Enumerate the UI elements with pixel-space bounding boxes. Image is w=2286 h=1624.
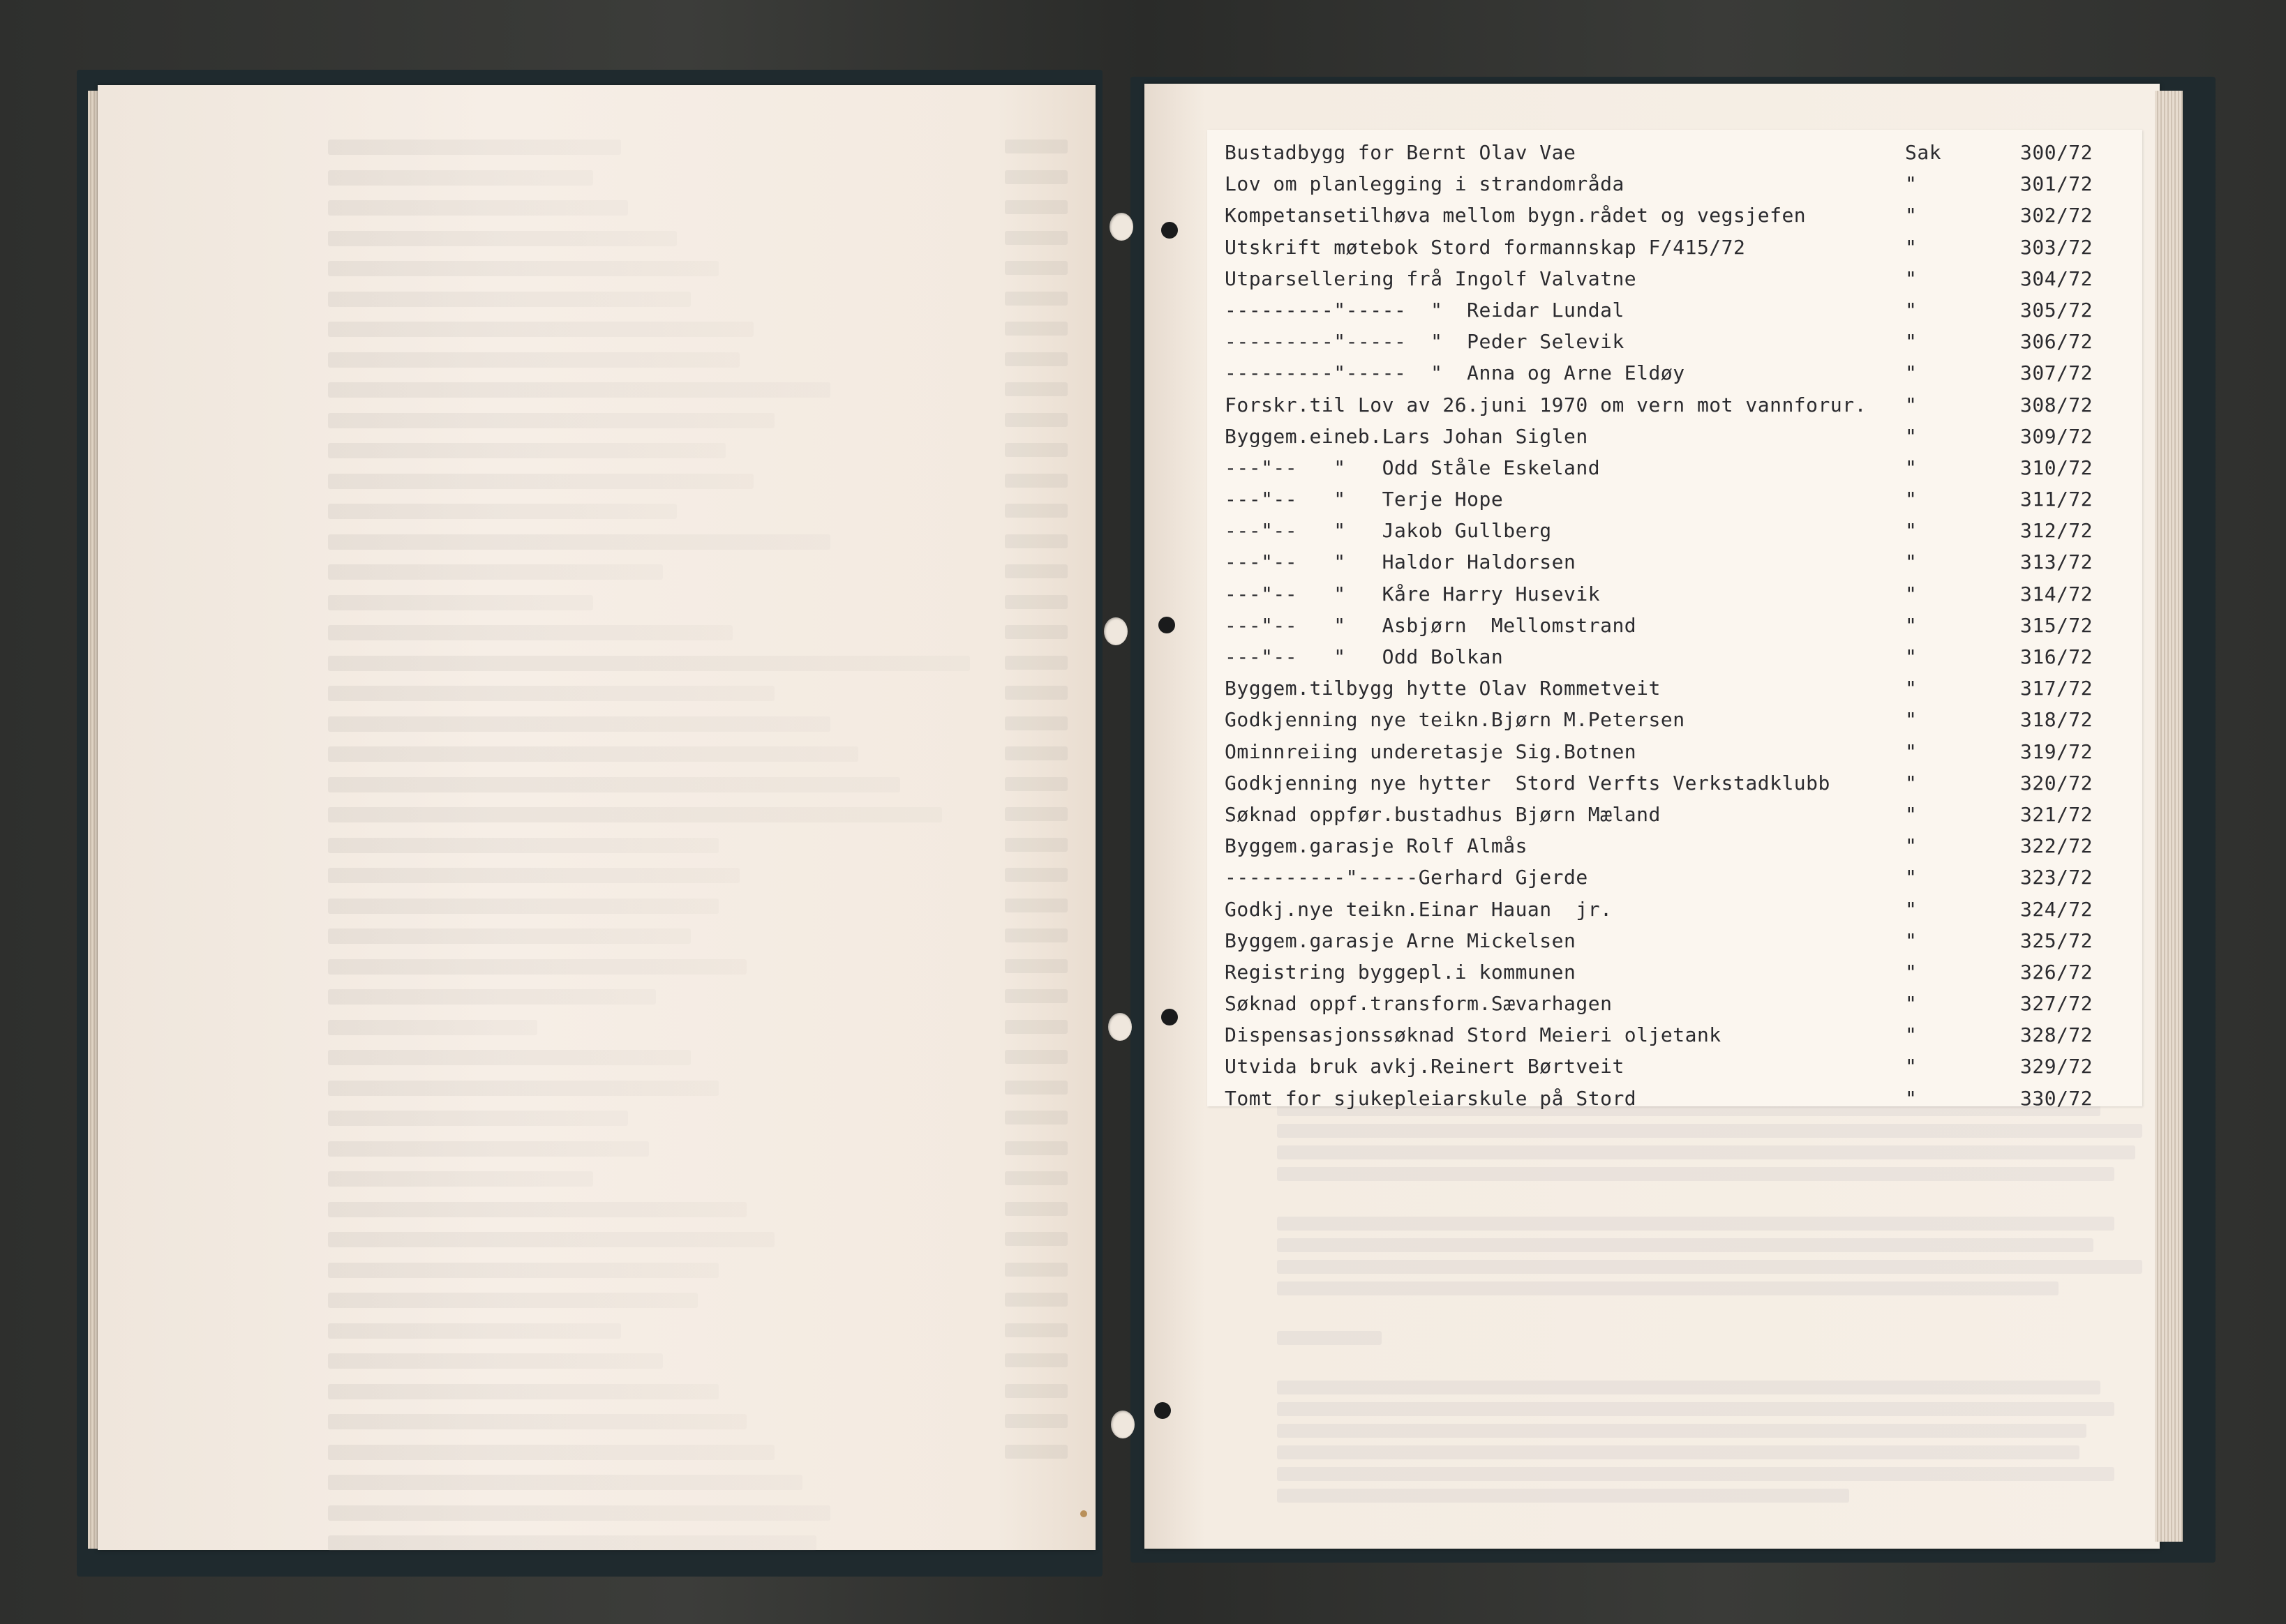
bleed-line	[328, 1414, 747, 1429]
index-entry	[1225, 422, 2146, 453]
index-entry	[1225, 580, 2146, 611]
bleed-line	[328, 625, 733, 640]
case-index-list	[1225, 138, 2146, 1115]
underlying-text-line	[1277, 1217, 2114, 1231]
entry-case-number: 315/72	[2020, 613, 2093, 637]
punch-hole	[1110, 213, 1133, 241]
bleed-line	[328, 716, 830, 732]
entry-ditto-mark: "	[1905, 330, 1918, 354]
bleed-line	[328, 1353, 663, 1369]
bleed-line	[328, 140, 621, 155]
bleed-line	[328, 352, 740, 368]
bleed-number	[1005, 656, 1068, 670]
bleed-number	[1005, 1111, 1068, 1125]
bleed-number	[1005, 838, 1068, 852]
index-entry	[1225, 485, 2146, 516]
entry-ditto-mark: "	[1905, 519, 1918, 543]
index-entry	[1225, 296, 2146, 327]
bleed-number	[1005, 1445, 1068, 1459]
index-entry	[1225, 359, 2146, 390]
bleed-number	[1005, 1171, 1068, 1185]
index-entry	[1225, 233, 2146, 264]
right-page-underlying-text	[1277, 1102, 2149, 1510]
bleed-number	[1005, 231, 1068, 245]
entry-ditto-mark: "	[1905, 928, 1918, 952]
bleed-line	[328, 474, 754, 489]
bleed-line	[328, 1232, 775, 1247]
bleed-number	[1005, 1232, 1068, 1246]
bleed-line	[328, 1202, 747, 1217]
entry-title: Dispensasjonssøknad Stord Meieri oljetank	[1225, 1023, 1721, 1047]
underlying-text-line	[1277, 1445, 2079, 1459]
underlying-text-line	[1277, 1281, 2059, 1295]
entry-title: ---------"----- " Reidar Lundal	[1225, 298, 1624, 322]
underlying-text-line	[1277, 1260, 2142, 1274]
bleed-number	[1005, 1293, 1068, 1307]
entry-case-number: 306/72	[2020, 330, 2093, 354]
underlying-text-line	[1277, 1381, 2100, 1394]
entry-ditto-mark: "	[1905, 739, 1918, 763]
underlying-text-line	[1277, 1424, 2086, 1438]
entry-ditto-mark: "	[1905, 456, 1918, 479]
bleed-line	[328, 261, 719, 276]
entry-ditto-mark: "	[1905, 866, 1918, 889]
bleed-line	[328, 322, 754, 337]
entry-case-number: 321/72	[2020, 802, 2093, 826]
entry-ditto-mark: "	[1905, 992, 1918, 1016]
bleed-line	[328, 595, 593, 610]
bleed-number	[1005, 382, 1068, 396]
underlying-text-line	[1277, 1467, 2114, 1481]
entry-ditto-mark: "	[1905, 677, 1918, 700]
bleed-number	[1005, 716, 1068, 730]
entry-ditto-mark: "	[1905, 582, 1918, 606]
bleed-number	[1005, 625, 1068, 639]
bleed-number	[1005, 292, 1068, 306]
index-entry	[1225, 170, 2146, 201]
underlying-text-line	[1277, 1353, 2149, 1381]
bleed-number	[1005, 322, 1068, 336]
entry-case-number: 328/72	[2020, 1023, 2093, 1047]
entry-ditto-mark: "	[1905, 613, 1918, 637]
bleed-line	[328, 746, 858, 762]
bleed-number	[1005, 928, 1068, 942]
entry-title: ---"-- " Terje Hope	[1225, 488, 1504, 511]
bleed-line	[328, 170, 593, 186]
entry-case-number: 325/72	[2020, 928, 2093, 952]
bleed-line	[328, 1263, 719, 1278]
index-entry	[1225, 611, 2146, 642]
bleed-line	[328, 928, 691, 944]
index-entry	[1225, 264, 2146, 296]
entry-case-number: 313/72	[2020, 550, 2093, 574]
index-entry	[1225, 769, 2146, 800]
bleed-number	[1005, 595, 1068, 609]
bleed-number	[1005, 534, 1068, 548]
entry-title: Utskrift møtebok Stord formannskap F/415/72	[1225, 235, 1746, 259]
index-entry	[1225, 832, 2146, 863]
entry-case-number: 300/72	[2020, 141, 2093, 164]
index-entry	[1225, 201, 2146, 232]
bleed-line	[328, 777, 900, 792]
entry-case-number: 327/72	[2020, 992, 2093, 1016]
bleed-number	[1005, 443, 1068, 457]
underlying-text-line	[1277, 1145, 2135, 1159]
entry-case-number: 301/72	[2020, 172, 2093, 196]
bleed-number	[1005, 899, 1068, 912]
bleed-line	[328, 1475, 802, 1490]
entry-title: ----------"-----Gerhard Gjerde	[1225, 866, 1588, 889]
bleed-number	[1005, 474, 1068, 488]
index-entry	[1225, 1052, 2146, 1083]
index-entry	[1225, 391, 2146, 422]
bleed-line	[328, 1141, 649, 1157]
entry-title: Byggem.garasje Rolf Almås	[1225, 834, 1527, 858]
bleed-line	[328, 899, 719, 914]
bleed-line	[328, 231, 677, 246]
bleed-line	[328, 1050, 691, 1065]
entry-case-number: 316/72	[2020, 645, 2093, 668]
index-entry	[1225, 800, 2146, 832]
bleed-number	[1005, 1414, 1068, 1428]
index-entry	[1225, 958, 2146, 989]
entry-case-number: 329/72	[2020, 1055, 2093, 1078]
bleed-number	[1005, 1020, 1068, 1034]
entry-title: ---"-- " Odd Bolkan	[1225, 645, 1504, 668]
entry-title: Utvida bruk avkj.Reinert Børtveit	[1225, 1055, 1624, 1078]
entry-ditto-mark: "	[1905, 960, 1918, 984]
entry-title: ---"-- " Jakob Gullberg	[1225, 519, 1552, 543]
bleed-line	[328, 1384, 719, 1399]
underlying-text-line	[1277, 1303, 2149, 1331]
bleed-number	[1005, 1353, 1068, 1367]
bleed-line	[328, 564, 663, 580]
index-entry	[1225, 516, 2146, 548]
underlying-text-line	[1277, 1489, 1849, 1503]
underlying-text-line	[1277, 1189, 2149, 1217]
entry-ditto-mark: "	[1905, 361, 1918, 385]
bleed-number	[1005, 1202, 1068, 1216]
entry-ditto-mark: "	[1905, 204, 1918, 227]
bleed-line	[328, 1111, 628, 1126]
entry-ditto-mark: "	[1905, 1055, 1918, 1078]
entry-ditto-mark: "	[1905, 1086, 1918, 1110]
entry-title: Ominnreiing underetasje Sig.Botnen	[1225, 739, 1637, 763]
entry-title: ---------"----- " Peder Selevik	[1225, 330, 1624, 354]
bleed-number	[1005, 1050, 1068, 1064]
entry-title: Tomt for sjukepleiarskule på Stord	[1225, 1086, 1637, 1110]
entry-case-number: 314/72	[2020, 582, 2093, 606]
entry-case-number: 324/72	[2020, 897, 2093, 921]
index-entry	[1225, 1021, 2146, 1052]
entry-title: Byggem.garasje Arne Mickelsen	[1225, 928, 1576, 952]
entry-ditto-mark: "	[1905, 393, 1918, 416]
bleed-line	[328, 1020, 537, 1035]
entry-title: Byggem.tilbygg hytte Olav Rommetveit	[1225, 677, 1661, 700]
entry-title: Bustadbygg for Bernt Olav Vae	[1225, 141, 1576, 164]
entry-case-number: 308/72	[2020, 393, 2093, 416]
bleed-number	[1005, 200, 1068, 214]
binding-ring-dot	[1161, 1009, 1178, 1025]
entry-case-number: 312/72	[2020, 519, 2093, 543]
bleed-line	[328, 656, 970, 671]
bleed-number	[1005, 352, 1068, 366]
entry-title: Byggem.eineb.Lars Johan Siglen	[1225, 424, 1588, 448]
entry-ditto-mark: "	[1905, 897, 1918, 921]
index-entry	[1225, 737, 2146, 769]
index-entry	[1225, 863, 2146, 894]
entry-case-number: 323/72	[2020, 866, 2093, 889]
entry-ditto-mark: "	[1905, 645, 1918, 668]
entry-case-number: 326/72	[2020, 960, 2093, 984]
bleed-number	[1005, 989, 1068, 1003]
bleed-line	[328, 1445, 775, 1460]
binding-ring-dot	[1154, 1402, 1171, 1419]
bleed-line	[328, 838, 719, 853]
bleed-line	[328, 1505, 830, 1521]
index-entry	[1225, 1084, 2146, 1115]
entry-case-number: 319/72	[2020, 739, 2093, 763]
bleed-number	[1005, 1263, 1068, 1277]
entry-ditto-mark: "	[1905, 708, 1918, 732]
bleed-number	[1005, 686, 1068, 700]
underlying-text-line	[1277, 1167, 2114, 1181]
entry-case-number: 318/72	[2020, 708, 2093, 732]
entry-case-number: 320/72	[2020, 771, 2093, 795]
entry-ditto-mark: Sak	[1905, 141, 1942, 164]
entry-ditto-mark: "	[1905, 266, 1918, 290]
entry-ditto-mark: "	[1905, 802, 1918, 826]
index-entry	[1225, 895, 2146, 926]
entry-title: ---------"----- " Anna og Arne Eldøy	[1225, 361, 1685, 385]
entry-case-number: 330/72	[2020, 1086, 2093, 1110]
index-entry	[1225, 674, 2146, 705]
entry-title: Utparsellering frå Ingolf Valvatne	[1225, 266, 1637, 290]
index-entry	[1225, 138, 2146, 170]
bleed-line	[328, 1535, 816, 1551]
index-entry	[1225, 989, 2146, 1021]
entry-title: ---"-- " Odd Ståle Eskeland	[1225, 456, 1601, 479]
bleed-number	[1005, 504, 1068, 518]
entry-case-number: 322/72	[2020, 834, 2093, 858]
entry-case-number: 303/72	[2020, 235, 2093, 259]
bleed-line	[328, 989, 656, 1005]
bleed-line	[328, 1081, 719, 1096]
entry-case-number: 302/72	[2020, 204, 2093, 227]
underlying-text-line	[1277, 1402, 2114, 1416]
entry-title: Kompetansetilhøva mellom bygn.rådet og vegsjefen	[1225, 204, 1807, 227]
entry-ditto-mark: "	[1905, 834, 1918, 858]
entry-title: ---"-- " Asbjørn Mellomstrand	[1225, 613, 1637, 637]
bleed-line	[328, 413, 775, 428]
punch-hole	[1111, 1411, 1135, 1438]
entry-title: Godkj.nye teikn.Einar Hauan jr.	[1225, 897, 1613, 921]
right-page-edges	[2155, 91, 2183, 1542]
bleed-line	[328, 504, 677, 519]
entry-title: ---"-- " Kåre Harry Husevik	[1225, 582, 1601, 606]
punch-hole	[1108, 1013, 1132, 1041]
bleed-number	[1005, 777, 1068, 791]
left-page-bleedthrough-numbers	[1005, 140, 1068, 1475]
entry-ditto-mark: "	[1905, 1023, 1918, 1047]
bleed-line	[328, 1323, 621, 1339]
bleed-number	[1005, 413, 1068, 427]
index-entry	[1225, 926, 2146, 958]
bleed-line	[328, 292, 691, 307]
entry-ditto-mark: "	[1905, 235, 1918, 259]
binding-ring-dot	[1158, 617, 1175, 633]
index-entry	[1225, 453, 2146, 485]
bleed-line	[328, 807, 942, 822]
entry-case-number: 317/72	[2020, 677, 2093, 700]
entry-case-number: 311/72	[2020, 488, 2093, 511]
underlying-text-line	[1277, 1331, 1382, 1345]
entry-ditto-mark: "	[1905, 424, 1918, 448]
entry-ditto-mark: "	[1905, 488, 1918, 511]
bleed-number	[1005, 807, 1068, 821]
entry-title: Søknad oppf.transform.Sævarhagen	[1225, 992, 1613, 1016]
binding-ring-dot	[1161, 222, 1178, 239]
entry-ditto-mark: "	[1905, 771, 1918, 795]
bleed-line	[328, 200, 628, 216]
bleed-number	[1005, 1384, 1068, 1398]
entry-ditto-mark: "	[1905, 550, 1918, 574]
entry-case-number: 309/72	[2020, 424, 2093, 448]
bleed-number	[1005, 170, 1068, 184]
entry-title: Søknad oppfør.bustadhus Bjørn Mæland	[1225, 802, 1661, 826]
left-page-bleedthrough	[328, 140, 1026, 1566]
entry-title: Forskr.til Lov av 26.juni 1970 om vern mot vannforur.	[1225, 393, 1867, 416]
entry-case-number: 305/72	[2020, 298, 2093, 322]
bleed-line	[328, 686, 775, 701]
index-entry	[1225, 705, 2146, 737]
entry-ditto-mark: "	[1905, 172, 1918, 196]
bleed-number	[1005, 868, 1068, 882]
bleed-number	[1005, 746, 1068, 760]
entry-title: ---"-- " Haldor Haldorsen	[1225, 550, 1576, 574]
index-entry	[1225, 642, 2146, 674]
bleed-line	[328, 868, 740, 883]
bleed-line	[328, 1171, 593, 1187]
underlying-text-line	[1277, 1124, 2142, 1138]
punch-hole	[1104, 617, 1128, 645]
entry-case-number: 304/72	[2020, 266, 2093, 290]
entry-title: Godkjenning nye hytter Stord Verfts Verkstadklubb	[1225, 771, 1830, 795]
bleed-line	[328, 959, 747, 975]
page-mark	[1080, 1510, 1087, 1517]
bleed-line	[328, 1293, 698, 1308]
index-entry	[1225, 548, 2146, 579]
entry-ditto-mark: "	[1905, 298, 1918, 322]
entry-title: Godkjenning nye teikn.Bjørn M.Petersen	[1225, 708, 1685, 732]
bleed-number	[1005, 1081, 1068, 1095]
bleed-number	[1005, 959, 1068, 973]
bleed-number	[1005, 261, 1068, 275]
bleed-number	[1005, 564, 1068, 578]
bleed-line	[328, 382, 830, 398]
bleed-line	[328, 534, 830, 550]
entry-title: Lov om planlegging i strandområda	[1225, 172, 1624, 196]
bleed-number	[1005, 1323, 1068, 1337]
index-entry	[1225, 327, 2146, 359]
entry-title: Registring byggepl.i kommunen	[1225, 960, 1576, 984]
bleed-line	[328, 443, 726, 458]
entry-case-number: 307/72	[2020, 361, 2093, 385]
entry-case-number: 310/72	[2020, 456, 2093, 479]
underlying-text-line	[1277, 1238, 2093, 1252]
bleed-number	[1005, 140, 1068, 153]
bleed-number	[1005, 1141, 1068, 1155]
